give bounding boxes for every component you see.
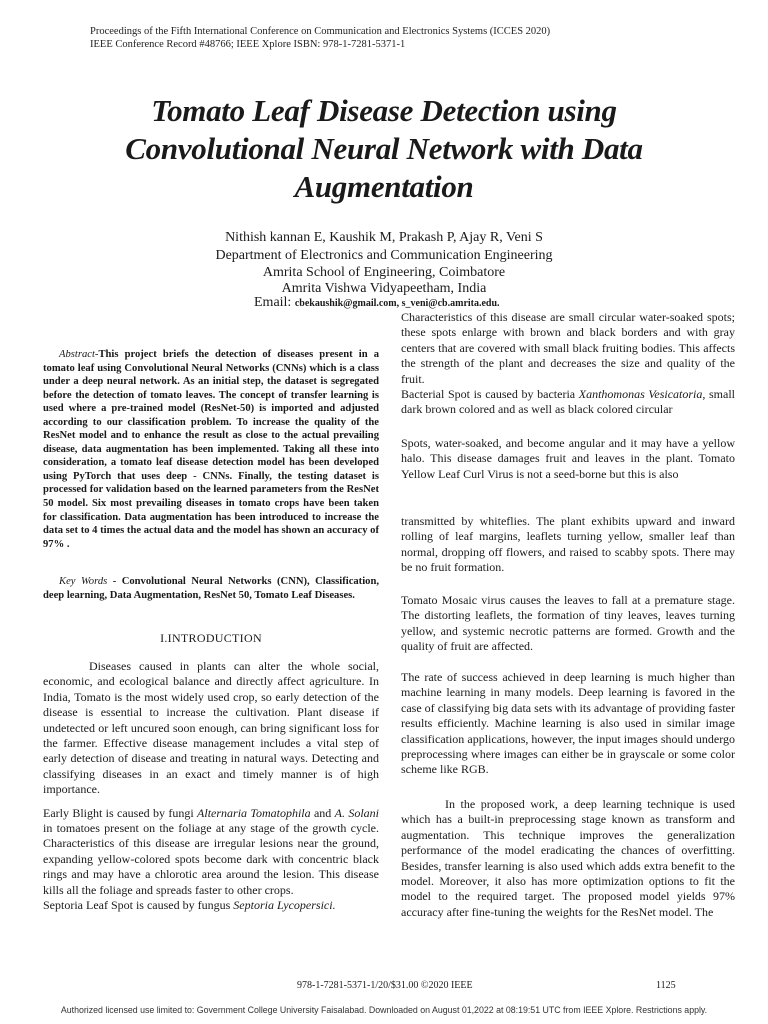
septoria-characteristics: Characteristics of this disease are small circular water-soaked spots; these spots enlarge with brown and black borders and with gray centers that are covered with small black fruiting bodies. This affects the strength of the plant and decreases the size and quality of the fruit. [401, 310, 735, 386]
right-column-block-6 [401, 797, 735, 920]
footer-ieee-code: 978-1-7281-5371-1/20/$31.00 ©2020 IEEE [297, 980, 473, 991]
early-blight-text-a: Early Blight is caused by fungi [43, 805, 198, 820]
right-column-block-4 [401, 593, 735, 655]
affiliation-university: Amrita Vishwa Vidyapeetham, India [281, 281, 487, 296]
conference-header-line1: Proceedings of the Fifth International Conference on Communication and Electronics Systems (ICCES 2020) [90, 26, 551, 37]
septoria-species: Septoria Lycopersici. [233, 898, 336, 913]
intro-paragraph-early-blight [43, 806, 379, 898]
early-blight-text-and: and [310, 805, 335, 820]
abstract-label: Abstract- [59, 349, 99, 360]
keywords-text: - Convolutional Neural Networks (CNN), Classification, deep learning, Data Augmentation, ResNet 50, Tomato Leaf Diseases. [43, 576, 379, 601]
email-label: Email: [254, 295, 292, 310]
section-heading-introduction: I.INTRODUCTION [160, 631, 262, 645]
license-notice: Authorized licensed use limited to: Government College University Faisalabad. Downloaded on August 01,2022 at 08:19:51 UTC from IEEE Xplore. Restrictions apply. [60, 1005, 708, 1015]
bacterial-text-a: Bacterial Spot is caused by bacteria [401, 387, 579, 402]
right-column-block-1 [401, 310, 735, 418]
keywords-label: Key Words [59, 576, 108, 587]
abstract [43, 348, 379, 551]
septoria-text-a: Septoria Leaf Spot is caused by fungus [43, 898, 234, 913]
bacterial-spot-paragraph: Spots, water-soaked, and become angular and it may have a yellow halo. This disease damages fruit and leaves in the plant. Tomato Yellow Leaf Curl Virus is not a seed-borne but this is also [401, 436, 735, 481]
intro-paragraph-1: Diseases caused in plants can alter the whole social, economic, and ecological balance and directly affect agriculture. In India, Tomato is the most widely used crop, so early detection of the disease is essential to increase the cultivation. Plant disease if undetected or left uncured soon enough, can bring significant loss for the farmer. Effective disease management includes a vital step of early detection of disease and treating in natural ways. Detecting and classifying diseases in an exact and timely manner is of high importance. [43, 659, 379, 797]
early-blight-text-b: in tomatoes present on the foliage at any stage of the growth cycle. Characteristics of this disease are irregular lesions near the ground, expanding yellow-colored spots become dark with concentric black rings and may have a chlorotic area around the lesion. This disease kills all the foliage and spreads faster to other crops. [43, 821, 379, 897]
early-blight-species-1: Alternaria Tomatophila [197, 805, 311, 820]
conference-header-line2: IEEE Conference Record #48766; IEEE Xplore ISBN: 978-1-7281-5371-1 [90, 39, 406, 50]
keywords [43, 575, 379, 602]
author-list: Nithish kannan E, Kaushik M, Prakash P, Ajay R, Veni S [225, 230, 543, 245]
email-line [254, 295, 500, 311]
page-number: 1125 [656, 980, 676, 991]
affiliation-school: Amrita School of Engineering, Coimbatore [262, 265, 506, 280]
paper-title: Tomato Leaf Disease Detection using Convolutional Neural Network with Data Augmentation [125, 93, 643, 204]
mosaic-virus-paragraph: Tomato Mosaic virus causes the leaves to fall at a premature stage. The distorting leaflets, the formation of tiny leaves, leaves turning yellow, and systemic necrotic patterns are formed. Growth and the quality of fruit are affected. [401, 593, 735, 654]
right-column-block-5 [401, 670, 735, 778]
intro-paragraph-septoria [43, 898, 379, 913]
right-column-block-2 [401, 436, 735, 482]
bacterial-spot-intro [401, 387, 735, 418]
deep-learning-paragraph: The rate of success achieved in deep learning is much higher than machine learning in many models. Deep learning is favored in the case of classifying big data sets with its advantage of providing faster results efficiently. Machine learning is also used in similar image classification applications, however, the input images should undergo preprocessing where images can either be in grayscale or some color scheme like RGB. [401, 670, 735, 777]
right-column-block-3 [401, 514, 735, 576]
left-column-body [43, 659, 379, 914]
affiliation-dept: Department of Electronics and Communication Engineering [215, 248, 553, 263]
proposed-work-paragraph: In the proposed work, a deep learning technique is used which has a built-in preprocessing stage known as transform and augmentation. This technique improves the generalization performance of the model eradicating the chances of overfitting. Besides, transfer learning is also used which adds extra benefit to the model. Moreover, it also has more optimization options to fit the model to the required target. The proposed model yields 97% accuracy after fine-tuning the weights for the ResNet model. The [401, 797, 735, 919]
bacterial-text-b: small dark brown colored and as well as black colored circular [401, 387, 736, 417]
yellow-leaf-curl-paragraph: transmitted by whiteflies. The plant exhibits upward and inward rolling of leaf margins, leaflets turning yellow, smaller leaf than normal, dropping off flowers, and raised to scabby spots. There may be no fruit formation. [401, 514, 735, 575]
abstract-text: This project briefs the detection of diseases present in a tomato leaf using Convolutional Neural Networks (CNNs) which is a class under a deep neural network. As an initial step, the dataset is segregated before the detection of tomato leaves. The concept of transfer learning is used where a pre-trained model (ResNet-50) is imported and adjusted according to our classification problem. To increase the quality of the ResNet model and to enhance the result as close to the actual prevailing disease, data augmentation has been implemented. Taking all these into consideration, a tomato leaf disease detection model has been developed using PyTorch that uses deep - CNNs. Finally, the testing dataset is processed for validation based on the learned parameters from the ResNet 50 model. Six most prevailing diseases in tomato crops have been taken for classification. Data augmentation has been introduced to increase the data set to 4 times the actual data and the model has shown an accuracy of 97% . [43, 349, 379, 550]
email-addresses: cbekaushik@gmail.com, s_veni@cb.amrita.edu. [294, 298, 500, 309]
early-blight-species-2: A. Solani [334, 805, 379, 820]
bacterial-species: Xanthomonas Vesicatoria, [578, 387, 706, 402]
